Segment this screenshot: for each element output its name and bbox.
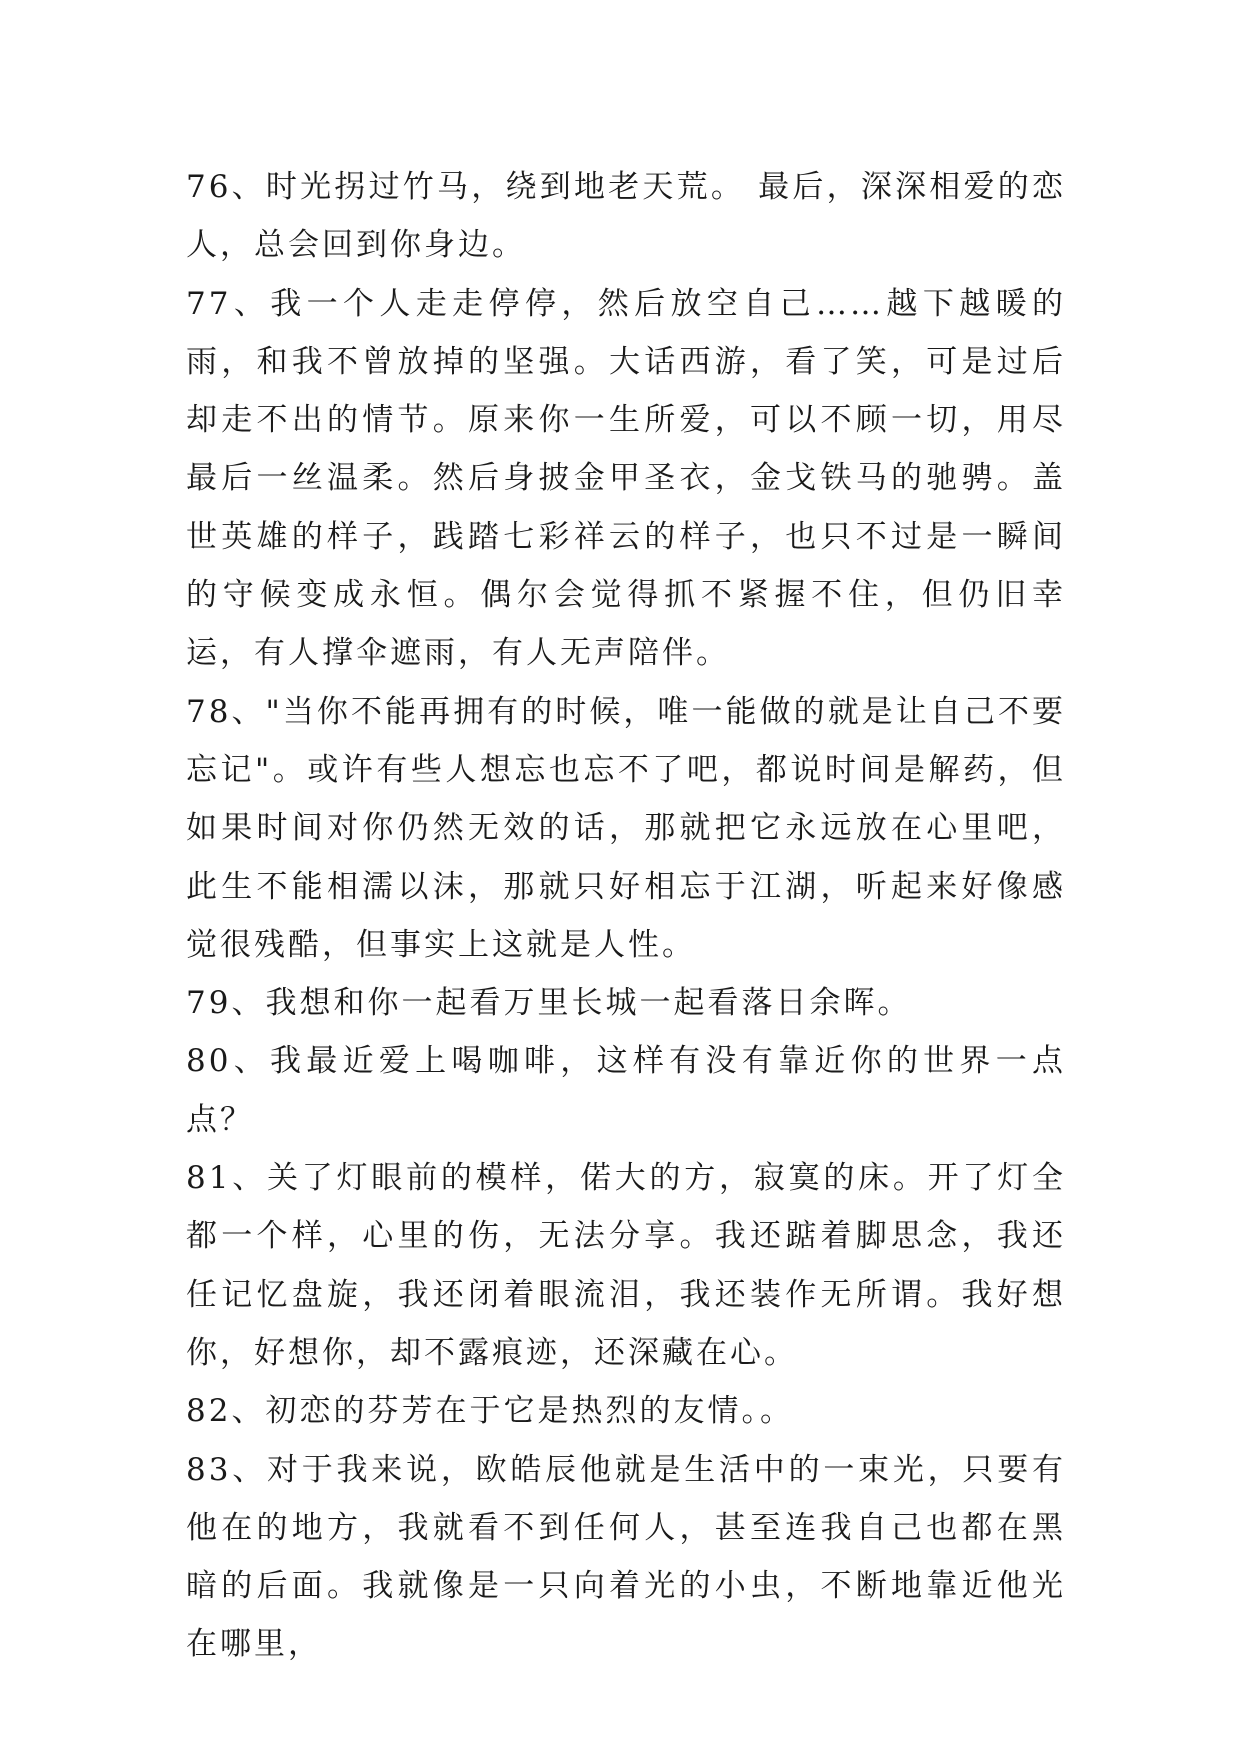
paragraph-82: 82、初恋的芬芳在于它是热烈的友情。。 — [186, 1393, 794, 1430]
paragraph-79: 79、我想和你一起看万里长城一起看落日余晖。 — [186, 985, 912, 1022]
paragraph-76: 76、时光拐过竹马，绕到地老天荒。 最后，深深相爱的恋人，总会回到你身边。 — [186, 169, 1066, 264]
document-body — [186, 158, 1066, 1674]
paragraph-83: 83、对于我来说，欧皓辰他就是生活中的一束光，只要有他在的地方，我就看不到任何人，甚至连我自己也都在黑暗的后面。我就像是一只向着光的小虫，不断地靠近他光在哪里， — [186, 1451, 1066, 1663]
paragraph-81: 81、关了灯眼前的模样，偌大的方，寂寞的床。开了灯全都一个样，心里的伤，无法分享。我还踮着脚思念，我还任记忆盘旋，我还闭着眼流泪，我还装作无所谓。我好想你，好想你，却不露痕迹，还深藏在心。 — [186, 1160, 1066, 1371]
paragraph-80: 80、我最近爱上喝咖啡，这样有没有靠近你的世界一点点？ — [186, 1043, 1066, 1138]
paragraph-78: 78、"当你不能再拥有的时候，唯一能做的就是让自己不要忘记"。或许有些人想忘也忘不了吧，都说时间是解药，但如果时间对你仍然无效的话，那就把它永远放在心里吧，此生不能相濡以沫，那就只好相忘于江湖，听起来好像感觉很残酷，但事实上这就是人性。 — [186, 693, 1066, 963]
paragraph-77: 77、我一个人走走停停，然后放空自己……越下越暖的雨，和我不曾放掉的坚强。大话西游，看了笑，可是过后却走不出的情节。原来你一生所爱，可以不顾一切，用尽最后一丝温柔。然后身披金甲圣衣，金戈铁马的驰骋。盖世英雄的样子，践踏七彩祥云的样子，也只不过是一瞬间的守候变成永恒。偶尔会觉得抓不紧握不住，但仍旧幸运，有人撑伞遮雨，有人无声陪伴。 — [186, 285, 1066, 672]
